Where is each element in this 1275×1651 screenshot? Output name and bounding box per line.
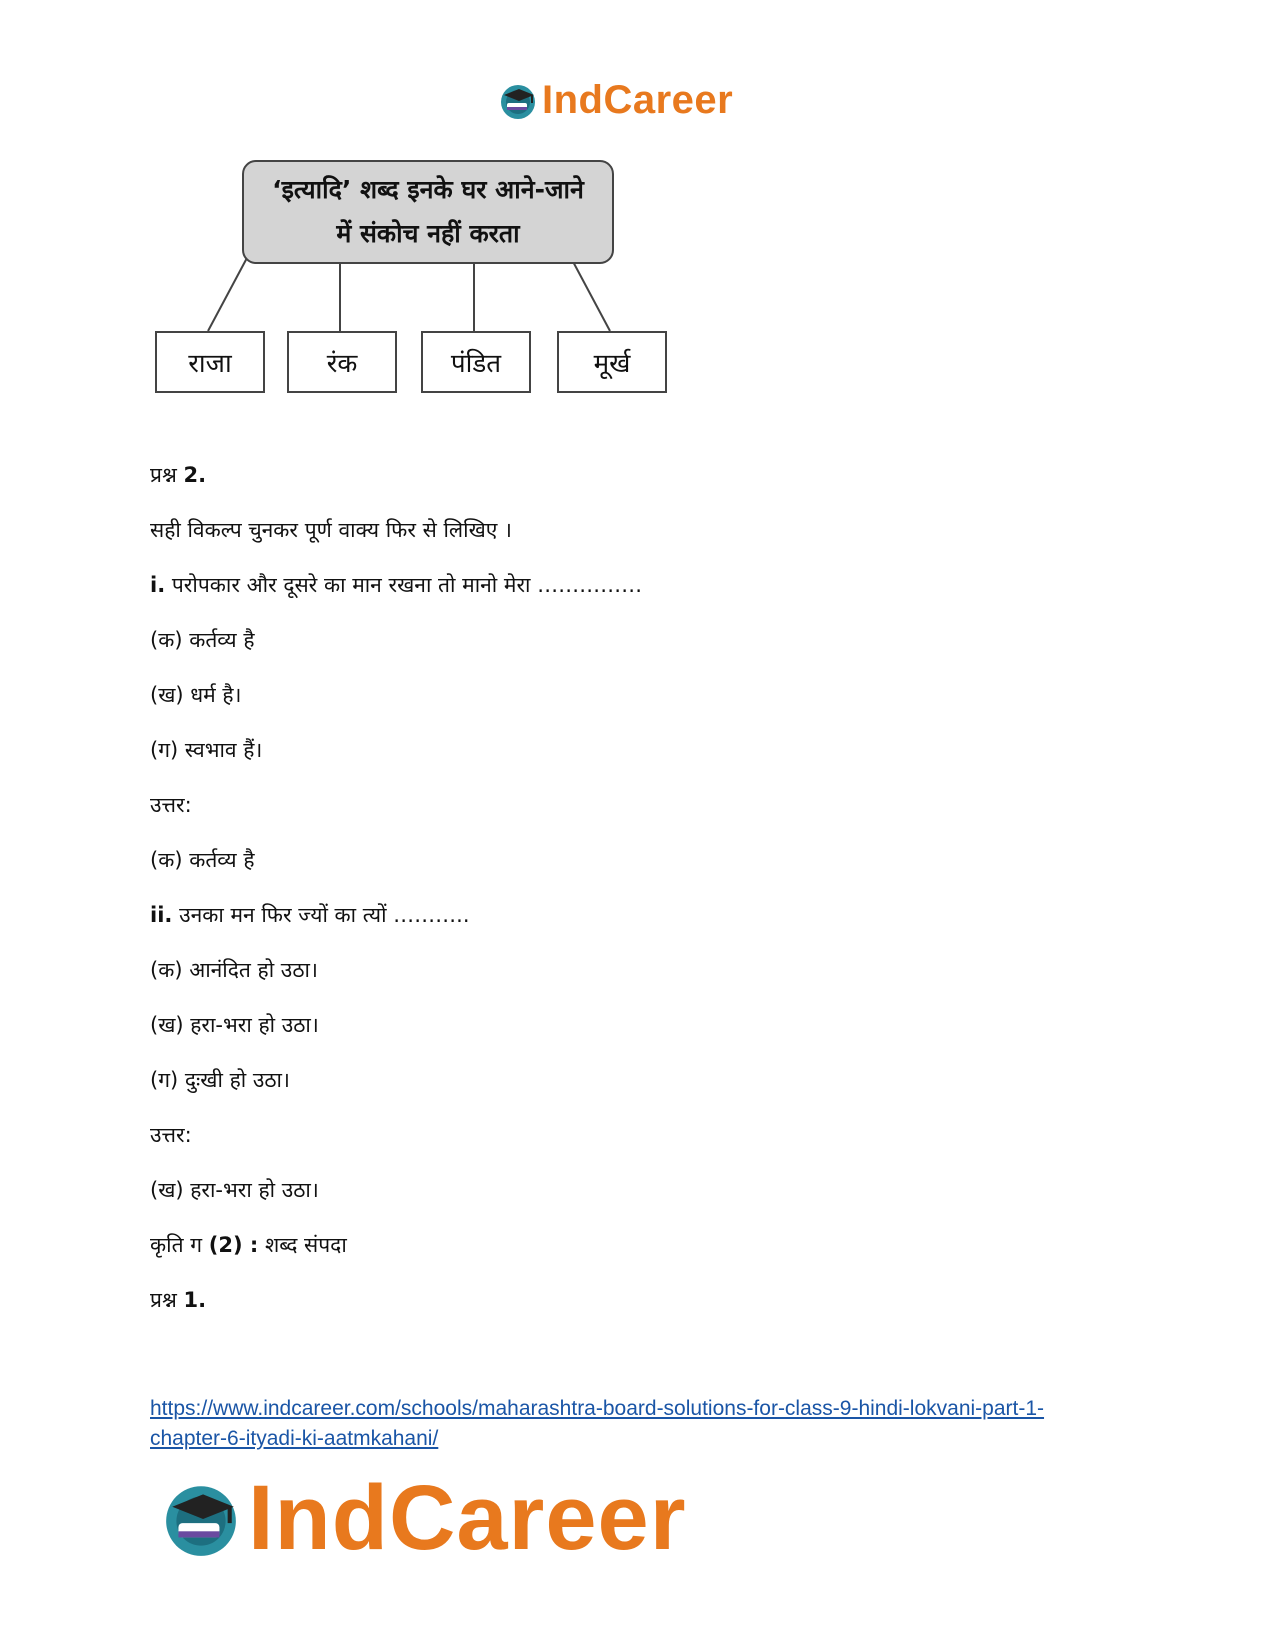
item-1-option-b: (ख) धर्म है।: [150, 683, 242, 707]
source-link-line-2[interactable]: chapter-6-ityadi-ki-aatmkahani/: [150, 1427, 439, 1450]
answer-label-1: उत्तर:: [150, 793, 192, 817]
item-1-option-c: (ग) स्वभाव हैं।: [150, 738, 263, 762]
item-1-option-a: (क) कर्तव्य है: [150, 628, 255, 652]
footer-logo: [160, 1466, 687, 1571]
diagram-leaf-rank: रंक: [287, 331, 397, 393]
concept-diagram: [150, 156, 710, 426]
answer-label-2: उत्तर:: [150, 1123, 192, 1147]
item-2-answer: (ख) हरा-भरा हो उठा।: [150, 1178, 319, 1202]
question-1-heading: प्रश्न 1.: [150, 1288, 207, 1312]
source-link[interactable]: [150, 1394, 1140, 1454]
header-logo: [498, 78, 733, 123]
graduation-cap-book-icon: [498, 81, 538, 121]
diagram-center-line-1: ‘इत्यादि’ शब्द इनके घर आने-जाने: [272, 175, 584, 204]
item-2-option-c: (ग) दुःखी हो उठा।: [150, 1068, 290, 1092]
item-1-answer: (क) कर्तव्य है: [150, 848, 255, 872]
diagram-center-box: [242, 160, 614, 264]
graduation-cap-book-icon: [160, 1478, 242, 1560]
source-link-line-1[interactable]: https://www.indcareer.com/schools/maharashtra-board-solutions-for-class-9-hindi-lokvani-part-1-: [150, 1397, 1045, 1420]
diagram-leaf-pandit: पंडित: [421, 331, 531, 393]
item-2-question: ii. उनका मन फिर ज्यों का त्यों ………..: [150, 903, 470, 927]
diagram-leaf-moorkh: मूर्ख: [557, 331, 667, 393]
item-1-question: i. परोपकार और दूसरे का मान रखना तो मानो मेरा ……………: [150, 573, 643, 597]
section-heading: कृति ग (2) : शब्द संपदा: [150, 1233, 347, 1257]
instruction-text: सही विकल्प चुनकर पूर्ण वाक्य फिर से लिखिए ।: [150, 518, 512, 542]
item-2-option-a: (क) आनंदित हो उठा।: [150, 958, 318, 982]
item-2-option-b: (ख) हरा-भरा हो उठा।: [150, 1013, 319, 1037]
brand-name: IndCareer: [248, 1467, 687, 1569]
brand-name: IndCareer: [542, 78, 734, 122]
question-2-heading: प्रश्न 2.: [150, 463, 207, 487]
diagram-leaf-raja: राजा: [155, 331, 265, 393]
diagram-center-line-2: में संकोच नहीं करता: [336, 219, 520, 248]
question-content: [150, 460, 1150, 1340]
